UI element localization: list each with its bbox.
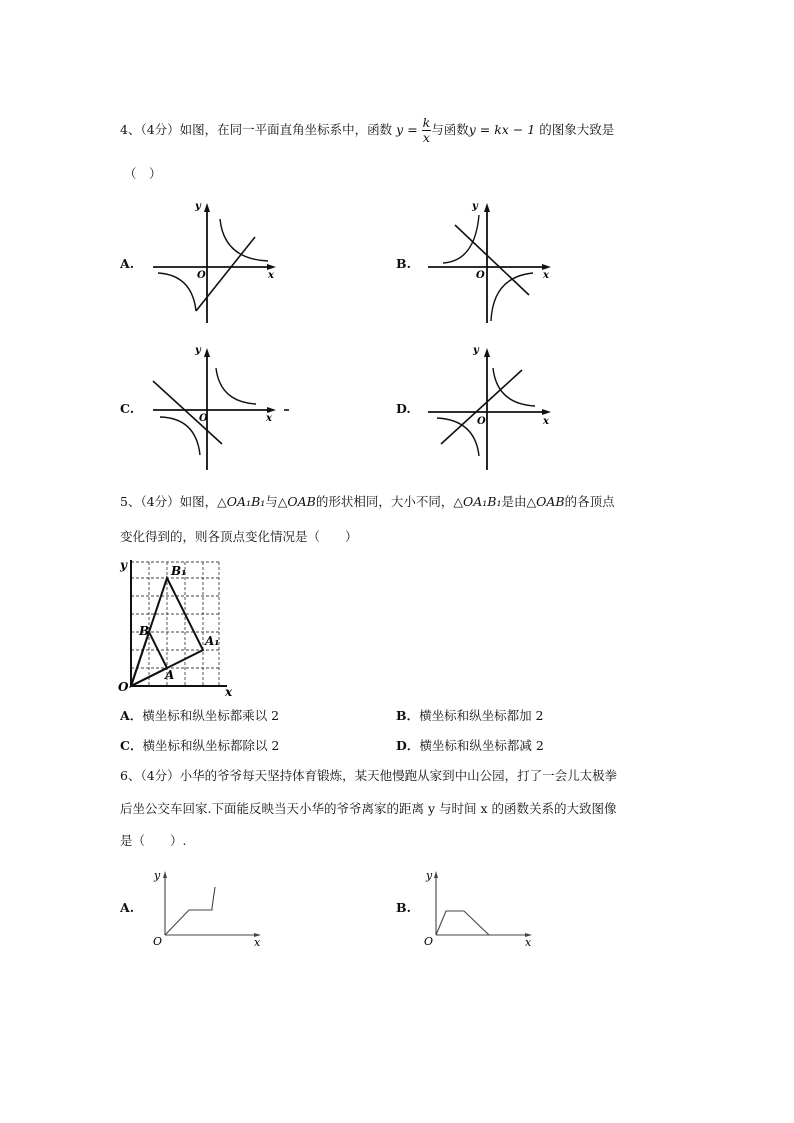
x-arrow-icon [542, 409, 551, 415]
hyperbola-q4 [491, 273, 533, 321]
y-axis-label: y [120, 558, 127, 572]
y-axis-label: y [195, 345, 201, 356]
hyperbola-q3 [160, 417, 200, 455]
q5-option-c-text: 横坐标和纵坐标都除以 2 [142, 738, 280, 753]
q4-option-b-label: B. [396, 256, 411, 271]
q4-option-d-graph [425, 340, 560, 475]
q6-option-b-label: B. [396, 900, 411, 915]
hyperbola-q3 [158, 273, 196, 311]
line-graph [441, 370, 522, 444]
hyperbola-q1 [493, 368, 535, 406]
q4-number: 4、 [120, 122, 141, 137]
q5-option-d-label: D． [396, 738, 420, 753]
line-graph [455, 225, 529, 295]
q6-option-a-label: A. [120, 900, 135, 915]
y-axis-label: y [472, 201, 478, 212]
x-axis-label: x [266, 413, 272, 424]
q5-option-a-label: A． [120, 708, 143, 723]
q5-option-c-label: C． [120, 738, 143, 753]
q4-text-middle: 与函数 [431, 122, 469, 137]
origin-label: O [424, 935, 434, 948]
q6-number: 6、 [120, 768, 141, 783]
q5-stem-line1 [120, 493, 615, 511]
q4-score: （4分） [140, 122, 180, 137]
point-a1-label: A₁ [205, 634, 220, 648]
y-axis-label: y [154, 869, 161, 882]
q5-text-a: 如图， [179, 494, 218, 509]
q4-blank: （ ） [124, 166, 162, 181]
y-axis-label: y [426, 869, 433, 882]
q5-option-d-text: 横坐标和纵坐标都减 2 [419, 738, 544, 753]
q5-option-a-text: 横坐标和纵坐标都乘以 2 [142, 708, 280, 723]
y-axis-label: y [473, 345, 479, 356]
q4-func1-denominator: x [422, 130, 430, 145]
y-arrow-icon [484, 203, 490, 212]
q4-func1-fraction [422, 116, 432, 145]
origin-label: O [477, 416, 486, 427]
q4-text-before: 如图，在同一平面直角坐标系中，函数 [179, 122, 393, 137]
q4-option-c-label: C. [120, 401, 135, 416]
x-axis-label: x [543, 270, 549, 281]
x-axis-label: x [525, 936, 532, 949]
q5-text-c: 的形状相同，大小不同， [315, 494, 454, 509]
q6-stem-line2: 后坐公交车回家.下面能反映当天小华的爷爷离家的距离 y 与时间 x 的函数关系的大致图像 [120, 801, 617, 816]
q6-option-a-graph [145, 865, 270, 950]
q6-text-line1: 小华的爷爷每天坚持体育锻炼，某天他慢跑从家到中山公园，打了一会儿太极拳 [179, 768, 618, 783]
q4-func2: y = kx − 1 [468, 122, 536, 137]
q5-triangle-4: △OAB [526, 494, 565, 509]
y-arrow-icon [163, 871, 167, 878]
x-axis-label: x [225, 685, 233, 698]
q5-text-e: 的各顶点 [564, 494, 615, 509]
q5-stem-line2: 变化得到的，则各顶点变化情况是（ ） [120, 529, 358, 544]
origin-label: O [199, 413, 208, 424]
hyperbola-q3 [437, 418, 479, 456]
q5-option-b [396, 707, 544, 725]
y-arrow-icon [204, 203, 210, 212]
q5-option-b-text: 横坐标和纵坐标都加 2 [419, 708, 544, 723]
q5-option-d [396, 737, 544, 755]
function-graph [165, 887, 215, 935]
q5-triangle-2: △OAB [277, 494, 316, 509]
q4-option-a-graph [150, 195, 285, 325]
y-axis-label: y [195, 201, 201, 212]
q5-option-c [120, 737, 279, 755]
x-axis-label: x [268, 270, 274, 281]
x-axis-label: x [254, 936, 261, 949]
hyperbola-q2 [443, 215, 479, 263]
point-b-label: B [139, 624, 150, 638]
q6-stem-line1 [120, 767, 617, 785]
q4-option-a-label: A. [120, 256, 135, 271]
hyperbola-q1 [216, 368, 256, 404]
q5-text-d: 是由 [501, 494, 527, 509]
q4-option-b-graph [425, 195, 560, 325]
q5-option-a [120, 707, 279, 725]
q5-option-b-label: B． [396, 708, 420, 723]
function-graph [436, 911, 489, 935]
origin-label: O [153, 935, 163, 948]
q5-triangle-3: △OA₁B₁ [453, 494, 502, 509]
q4-stem-line1 [120, 112, 614, 148]
q4-func1-numerator: k [422, 115, 431, 130]
q5-score: （4分） [140, 494, 180, 509]
point-b1-label: B₁ [171, 564, 187, 578]
q5-number: 5、 [120, 494, 141, 509]
q5-text-b: 与 [265, 494, 278, 509]
hyperbola-q1 [220, 219, 268, 261]
q6-option-b-graph [420, 865, 545, 950]
origin-label: O [197, 270, 206, 281]
q6-score: （4分） [140, 768, 180, 783]
point-a-label: A [165, 668, 175, 682]
q5-figure [115, 556, 240, 698]
line-graph [153, 381, 222, 444]
origin-label: O [476, 270, 485, 281]
y-arrow-icon [484, 348, 490, 357]
q4-option-d-label: D. [396, 401, 411, 416]
y-arrow-icon [204, 348, 210, 357]
y-arrow-icon [434, 871, 438, 878]
q6-stem-line3: 是（ ）. [120, 833, 187, 848]
q4-func1-lhs: y = [396, 122, 418, 137]
origin-label: O [118, 680, 129, 694]
q5-triangle-1: △OA₁B₁ [217, 494, 266, 509]
q4-option-c-graph [150, 340, 300, 475]
q4-text-after: 的图象大致是 [539, 122, 615, 137]
x-axis-label: x [543, 416, 549, 427]
